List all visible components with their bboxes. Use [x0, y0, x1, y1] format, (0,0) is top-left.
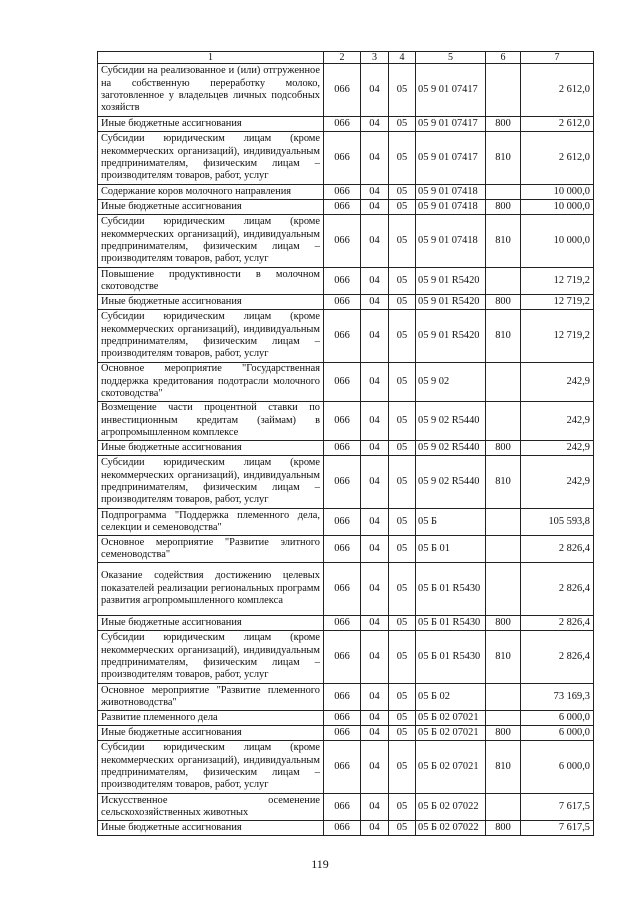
- section-code-cell: 04: [361, 402, 389, 441]
- target-article-cell: 05 Б 02 07021: [416, 711, 486, 726]
- section-code-cell: 04: [361, 117, 389, 132]
- expense-type-cell: 800: [486, 616, 521, 631]
- target-article-cell: 05 9 02 R5440: [416, 456, 486, 509]
- target-article-cell: 05 9 02 R5440: [416, 441, 486, 456]
- budget-table: [97, 51, 594, 836]
- amount-cell: 7 617,5: [521, 821, 594, 836]
- amount-cell: 10 000,0: [521, 185, 594, 200]
- subsection-code-cell: 05: [389, 363, 416, 402]
- section-code-cell: 04: [361, 726, 389, 741]
- expense-type-cell: 810: [486, 310, 521, 363]
- subsection-code-cell: 05: [389, 215, 416, 268]
- expense-type-cell: [486, 684, 521, 711]
- amount-cell: 242,9: [521, 456, 594, 509]
- header-cell: 1: [98, 52, 324, 64]
- amount-cell: 12 719,2: [521, 310, 594, 363]
- table-row: [98, 363, 594, 402]
- header-cell: 2: [324, 52, 361, 64]
- expense-type-cell: 800: [486, 441, 521, 456]
- target-article-cell: 05 Б 02: [416, 684, 486, 711]
- ministry-code-cell: 066: [324, 684, 361, 711]
- expense-type-cell: 800: [486, 726, 521, 741]
- item-name-cell: Иные бюджетные ассигнования: [98, 616, 324, 631]
- expense-type-cell: 810: [486, 631, 521, 684]
- item-name-cell: Субсидии юридическим лицам (кроме некоммерческих организаций), индивидуальным предпринимателям, физическим лицам – производителям товаров, работ, услуг: [98, 132, 324, 185]
- target-article-cell: 05 9 01 07418: [416, 215, 486, 268]
- target-article-cell: 05 Б 01 R5430: [416, 616, 486, 631]
- amount-cell: 105 593,8: [521, 509, 594, 536]
- ministry-code-cell: 066: [324, 536, 361, 563]
- table-row: [98, 268, 594, 295]
- section-code-cell: 04: [361, 563, 389, 616]
- item-name-cell: Субсидии юридическим лицам (кроме некоммерческих организаций), индивидуальным предпринимателям, физическим лицам – производителям товаров, работ, услуг: [98, 631, 324, 684]
- table-header-row: [98, 52, 594, 64]
- subsection-code-cell: 05: [389, 509, 416, 536]
- header-cell: 5: [416, 52, 486, 64]
- header-cell: 7: [521, 52, 594, 64]
- subsection-code-cell: 05: [389, 741, 416, 794]
- item-name-cell: Иные бюджетные ассигнования: [98, 726, 324, 741]
- target-article-cell: 05 Б 02 07022: [416, 794, 486, 821]
- expense-type-cell: [486, 64, 521, 117]
- expense-type-cell: [486, 402, 521, 441]
- header-cell: 6: [486, 52, 521, 64]
- table-body: [98, 52, 594, 836]
- expense-type-cell: 810: [486, 132, 521, 185]
- table-row: [98, 64, 594, 117]
- target-article-cell: 05 Б 01: [416, 536, 486, 563]
- ministry-code-cell: 066: [324, 117, 361, 132]
- ministry-code-cell: 066: [324, 741, 361, 794]
- ministry-code-cell: 066: [324, 821, 361, 836]
- expense-type-cell: [486, 509, 521, 536]
- subsection-code-cell: 05: [389, 117, 416, 132]
- table-row: [98, 536, 594, 563]
- item-name-cell: Оказание содействия достижению целевых показателей реализации региональных программ развития агропромышленного комплекса: [98, 563, 324, 616]
- amount-cell: 242,9: [521, 441, 594, 456]
- ministry-code-cell: 066: [324, 200, 361, 215]
- subsection-code-cell: 05: [389, 563, 416, 616]
- amount-cell: 10 000,0: [521, 215, 594, 268]
- item-name-cell: Повышение продуктивности в молочном скотоводстве: [98, 268, 324, 295]
- section-code-cell: 04: [361, 821, 389, 836]
- table-row: [98, 132, 594, 185]
- expense-type-cell: 800: [486, 117, 521, 132]
- section-code-cell: 04: [361, 132, 389, 185]
- amount-cell: 6 000,0: [521, 726, 594, 741]
- amount-cell: 10 000,0: [521, 200, 594, 215]
- item-name-cell: Искусственное осеменение сельскохозяйственных животных: [98, 794, 324, 821]
- subsection-code-cell: 05: [389, 132, 416, 185]
- header-cell: 3: [361, 52, 389, 64]
- expense-type-cell: [486, 794, 521, 821]
- subsection-code-cell: 05: [389, 726, 416, 741]
- table-row: [98, 616, 594, 631]
- table-row: [98, 200, 594, 215]
- expense-type-cell: [486, 536, 521, 563]
- expense-type-cell: 800: [486, 200, 521, 215]
- page-number: 119: [311, 857, 329, 871]
- section-code-cell: 04: [361, 711, 389, 726]
- section-code-cell: 04: [361, 616, 389, 631]
- ministry-code-cell: 066: [324, 402, 361, 441]
- amount-cell: 7 617,5: [521, 794, 594, 821]
- target-article-cell: 05 Б: [416, 509, 486, 536]
- item-name-cell: Содержание коров молочного направления: [98, 185, 324, 200]
- table-row: [98, 631, 594, 684]
- subsection-code-cell: 05: [389, 295, 416, 310]
- amount-cell: 2 612,0: [521, 117, 594, 132]
- ministry-code-cell: 066: [324, 215, 361, 268]
- target-article-cell: 05 Б 02 07022: [416, 821, 486, 836]
- table-row: [98, 310, 594, 363]
- amount-cell: 2 826,4: [521, 563, 594, 616]
- subsection-code-cell: 05: [389, 684, 416, 711]
- amount-cell: 2 612,0: [521, 64, 594, 117]
- expense-type-cell: 810: [486, 456, 521, 509]
- target-article-cell: 05 Б 01 R5430: [416, 563, 486, 616]
- amount-cell: 242,9: [521, 402, 594, 441]
- ministry-code-cell: 066: [324, 363, 361, 402]
- subsection-code-cell: 05: [389, 616, 416, 631]
- target-article-cell: 05 9 01 07417: [416, 64, 486, 117]
- amount-cell: 2 826,4: [521, 616, 594, 631]
- ministry-code-cell: 066: [324, 132, 361, 185]
- table-row: [98, 509, 594, 536]
- target-article-cell: 05 Б 02 07021: [416, 741, 486, 794]
- target-article-cell: 05 9 01 07417: [416, 117, 486, 132]
- item-name-cell: Субсидии на реализованное и (или) отгруженное на собственную переработку молоко, заготовленное у владельцев личных подсобных хозяйств: [98, 64, 324, 117]
- section-code-cell: 04: [361, 185, 389, 200]
- table-row: [98, 402, 594, 441]
- ministry-code-cell: 066: [324, 310, 361, 363]
- section-code-cell: 04: [361, 310, 389, 363]
- ministry-code-cell: 066: [324, 631, 361, 684]
- section-code-cell: 04: [361, 741, 389, 794]
- amount-cell: 12 719,2: [521, 268, 594, 295]
- ministry-code-cell: 066: [324, 456, 361, 509]
- table-row: [98, 684, 594, 711]
- subsection-code-cell: 05: [389, 402, 416, 441]
- item-name-cell: Развитие племенного дела: [98, 711, 324, 726]
- subsection-code-cell: 05: [389, 794, 416, 821]
- amount-cell: 2 612,0: [521, 132, 594, 185]
- target-article-cell: 05 9 02 R5440: [416, 402, 486, 441]
- item-name-cell: Иные бюджетные ассигнования: [98, 200, 324, 215]
- table-row: [98, 563, 594, 616]
- subsection-code-cell: 05: [389, 64, 416, 117]
- table-row: [98, 794, 594, 821]
- subsection-code-cell: 05: [389, 631, 416, 684]
- item-name-cell: Субсидии юридическим лицам (кроме некоммерческих организаций), индивидуальным предпринимателям, физическим лицам – производителям товаров, работ, услуг: [98, 215, 324, 268]
- table-row: [98, 185, 594, 200]
- subsection-code-cell: 05: [389, 711, 416, 726]
- ministry-code-cell: 066: [324, 185, 361, 200]
- expense-type-cell: 800: [486, 821, 521, 836]
- table-row: [98, 456, 594, 509]
- subsection-code-cell: 05: [389, 821, 416, 836]
- amount-cell: 6 000,0: [521, 741, 594, 794]
- subsection-code-cell: 05: [389, 456, 416, 509]
- section-code-cell: 04: [361, 200, 389, 215]
- ministry-code-cell: 066: [324, 295, 361, 310]
- ministry-code-cell: 066: [324, 563, 361, 616]
- target-article-cell: 05 9 01 R5420: [416, 295, 486, 310]
- item-name-cell: Иные бюджетные ассигнования: [98, 821, 324, 836]
- subsection-code-cell: 05: [389, 268, 416, 295]
- section-code-cell: 04: [361, 794, 389, 821]
- expense-type-cell: 810: [486, 741, 521, 794]
- target-article-cell: 05 9 01 R5420: [416, 268, 486, 295]
- table-row: [98, 821, 594, 836]
- section-code-cell: 04: [361, 456, 389, 509]
- target-article-cell: 05 Б 01 R5430: [416, 631, 486, 684]
- header-cell: 4: [389, 52, 416, 64]
- section-code-cell: 04: [361, 631, 389, 684]
- section-code-cell: 04: [361, 509, 389, 536]
- table-row: [98, 441, 594, 456]
- item-name-cell: Иные бюджетные ассигнования: [98, 117, 324, 132]
- target-article-cell: 05 9 01 R5420: [416, 310, 486, 363]
- item-name-cell: Основное мероприятие "Государственная поддержка кредитования подотрасли молочного скотоводства": [98, 363, 324, 402]
- item-name-cell: Субсидии юридическим лицам (кроме некоммерческих организаций), индивидуальным предпринимателям, физическим лицам – производителям товаров, работ, услуг: [98, 741, 324, 794]
- ministry-code-cell: 066: [324, 616, 361, 631]
- table-row: [98, 215, 594, 268]
- amount-cell: 12 719,2: [521, 295, 594, 310]
- expense-type-cell: 800: [486, 295, 521, 310]
- subsection-code-cell: 05: [389, 536, 416, 563]
- table-row: [98, 726, 594, 741]
- amount-cell: 2 826,4: [521, 631, 594, 684]
- section-code-cell: 04: [361, 215, 389, 268]
- ministry-code-cell: 066: [324, 509, 361, 536]
- item-name-cell: Основное мероприятие "Развитие элитного семеноводства": [98, 536, 324, 563]
- ministry-code-cell: 066: [324, 711, 361, 726]
- amount-cell: 2 826,4: [521, 536, 594, 563]
- item-name-cell: Подпрограмма "Поддержка племенного дела, селекции и семеноводства": [98, 509, 324, 536]
- subsection-code-cell: 05: [389, 185, 416, 200]
- target-article-cell: 05 Б 02 07021: [416, 726, 486, 741]
- ministry-code-cell: 066: [324, 794, 361, 821]
- expense-type-cell: [486, 363, 521, 402]
- subsection-code-cell: 05: [389, 441, 416, 456]
- table-row: [98, 741, 594, 794]
- section-code-cell: 04: [361, 684, 389, 711]
- item-name-cell: Субсидии юридическим лицам (кроме некоммерческих организаций), индивидуальным предпринимателям, физическим лицам – производителям товаров, работ, услуг: [98, 456, 324, 509]
- item-name-cell: Субсидии юридическим лицам (кроме некоммерческих организаций), индивидуальным предпринимателям, физическим лицам – производителям товаров, работ, услуг: [98, 310, 324, 363]
- item-name-cell: Возмещение части процентной ставки по инвестиционным кредитам (займам) в агропромышленном комплексе: [98, 402, 324, 441]
- target-article-cell: 05 9 02: [416, 363, 486, 402]
- amount-cell: 73 169,3: [521, 684, 594, 711]
- expense-type-cell: [486, 563, 521, 616]
- expense-type-cell: [486, 185, 521, 200]
- item-name-cell: Иные бюджетные ассигнования: [98, 441, 324, 456]
- ministry-code-cell: 066: [324, 441, 361, 456]
- table-row: [98, 295, 594, 310]
- section-code-cell: 04: [361, 441, 389, 456]
- expense-type-cell: 810: [486, 215, 521, 268]
- table-row: [98, 711, 594, 726]
- target-article-cell: 05 9 01 07418: [416, 185, 486, 200]
- item-name-cell: Основное мероприятие "Развитие племенного животноводства": [98, 684, 324, 711]
- amount-cell: 242,9: [521, 363, 594, 402]
- subsection-code-cell: 05: [389, 200, 416, 215]
- section-code-cell: 04: [361, 295, 389, 310]
- ministry-code-cell: 066: [324, 268, 361, 295]
- ministry-code-cell: 066: [324, 726, 361, 741]
- subsection-code-cell: 05: [389, 310, 416, 363]
- section-code-cell: 04: [361, 536, 389, 563]
- ministry-code-cell: 066: [324, 64, 361, 117]
- section-code-cell: 04: [361, 363, 389, 402]
- amount-cell: 6 000,0: [521, 711, 594, 726]
- table-row: [98, 117, 594, 132]
- target-article-cell: 05 9 01 07417: [416, 132, 486, 185]
- section-code-cell: 04: [361, 268, 389, 295]
- item-name-cell: Иные бюджетные ассигнования: [98, 295, 324, 310]
- expense-type-cell: [486, 268, 521, 295]
- target-article-cell: 05 9 01 07418: [416, 200, 486, 215]
- expense-type-cell: [486, 711, 521, 726]
- section-code-cell: 04: [361, 64, 389, 117]
